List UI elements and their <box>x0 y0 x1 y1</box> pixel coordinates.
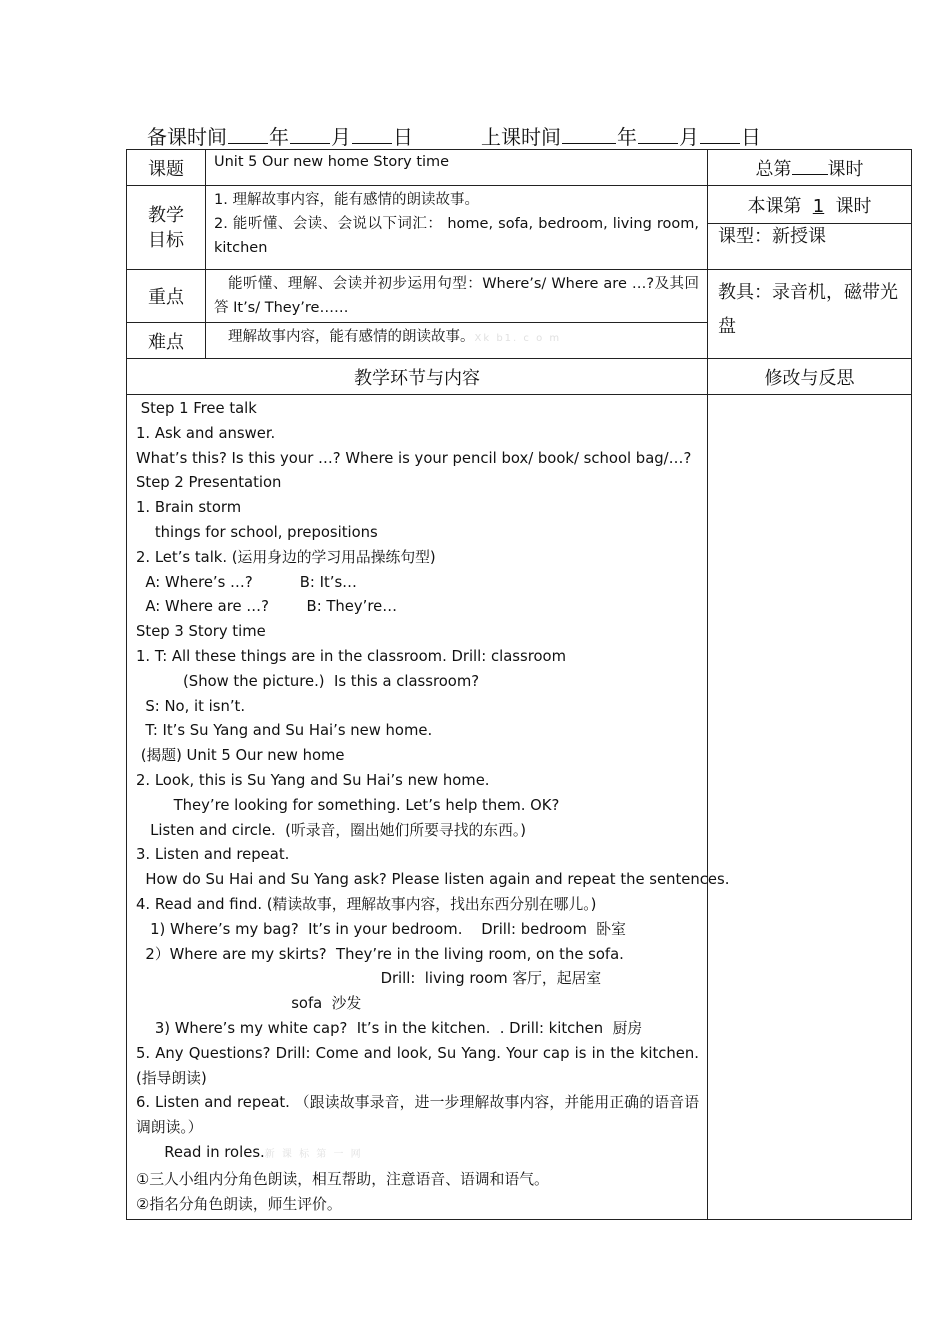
line-read-find: 4. Read and find. (精读故事，理解故事内容，找出东西分别在哪儿。) <box>136 895 597 913</box>
teaching-content <box>127 395 730 1220</box>
goal-line-2: 2. 能听懂、会读、会说以下词汇： home, sofa, bedroom, living room, kitchen <box>214 216 699 256</box>
line-group-read: ①三人小组内分角色朗读，相互帮助，注意语音、语调和语气。 <box>136 1170 549 1188</box>
line-skirts: 2）Where are my skirts? They’re in the living room, on the sofa. <box>136 945 624 963</box>
lesson-plan-table <box>126 149 912 1220</box>
prep-day-blank[interactable] <box>352 125 392 144</box>
revision-notes-cell[interactable] <box>708 395 912 1220</box>
topic-label: 课题 <box>127 150 206 186</box>
prep-day-label: 日 <box>393 125 413 149</box>
goal-label-cell <box>127 186 206 270</box>
lesson-number: 1 <box>812 195 825 217</box>
line-step1: Step 1 Free talk <box>136 400 257 417</box>
line-step2: Step 2 Presentation <box>136 474 282 492</box>
line-named-read: ②指名分角色朗读，师生评价。 <box>136 1195 342 1213</box>
topic-row <box>127 150 912 186</box>
lesson-prefix: 本课第 <box>747 195 802 217</box>
line-look: 2. Look, this is Su Yang and Su Hai’s new home. <box>136 771 490 789</box>
read-roles-text: Read in roles. <box>136 1143 265 1161</box>
line-listen-circle: Listen and circle. (听录音，圈出她们所要寻找的东西。) <box>136 821 527 839</box>
class-year-label: 年 <box>617 125 637 149</box>
section-right-heading: 修改与反思 <box>708 359 912 395</box>
line-lets-talk: 2. Let’s talk. (运用身边的学习用品操练句型) <box>136 548 436 566</box>
lesson-suffix: 课时 <box>835 195 872 217</box>
key-label: 重点 <box>127 270 206 323</box>
schedule-header <box>147 124 847 150</box>
line-living-room: Drill: living room 客厅，起居室 <box>136 970 602 988</box>
prep-year-label: 年 <box>269 125 289 149</box>
prep-time-label: 备课时间 <box>147 125 227 149</box>
key-content: 能听懂、理解、会读并初步运用句型：Where’s/ Where are …?及其回答 It’s/ They’re…… <box>206 270 708 323</box>
prep-year-blank[interactable] <box>228 125 268 144</box>
key-row <box>127 270 912 323</box>
line-step3: Step 3 Story time <box>136 623 266 641</box>
difficulty-label: 难点 <box>127 323 206 359</box>
lesson-type: 课型：新授课 <box>708 224 912 270</box>
goal-content <box>206 186 708 270</box>
total-suffix: 课时 <box>827 158 864 180</box>
line-things: things for school, prepositions <box>136 523 378 541</box>
goal-row-a <box>127 186 912 224</box>
line-any-questions: 5. Any Questions? Drill: Come and look, Su Yang. Your cap is in the kitchen. (指导朗读) <box>136 1044 699 1087</box>
content-row <box>127 395 912 1220</box>
tools-cell: 教具：录音机，磁带光盘 <box>708 270 912 359</box>
difficulty-text: 理解故事内容，能有感情的朗读故事。 <box>228 329 475 345</box>
line-questions: What’s this? Is this your …? Where is your pencil box/ book/ school bag/…? <box>136 449 692 467</box>
watermark-text: Xk b1. c o m <box>474 333 562 344</box>
line-show-picture: (Show the picture.) Is this a classroom? <box>136 672 480 690</box>
line-brainstorm: 1. Brain storm <box>136 499 242 517</box>
goal-label: 教学目标 <box>148 204 184 251</box>
class-time-label: 上课时间 <box>481 125 561 149</box>
class-day-label: 日 <box>741 125 761 149</box>
total-prefix: 总第 <box>755 158 792 180</box>
lesson-num-cell <box>708 186 912 224</box>
line-read-roles <box>136 1141 699 1168</box>
class-year-blank[interactable] <box>562 125 616 144</box>
difficulty-content <box>206 323 708 359</box>
line-sofa: sofa 沙发 <box>136 995 362 1013</box>
line-reveal-title: (揭题) Unit 5 Our new home <box>136 747 345 765</box>
line-listen-repeat: 3. Listen and repeat. <box>136 846 290 864</box>
class-day-blank[interactable] <box>700 125 740 144</box>
total-blank[interactable] <box>792 158 828 175</box>
total-lesson-cell <box>708 150 912 186</box>
line-cap: 3) Where’s my white cap? It’s in the kitchen. . Drill: kitchen 厨房 <box>136 1019 643 1037</box>
topic-value: Unit 5 Our new home Story time <box>206 150 708 186</box>
line-follow-read: 6. Listen and repeat. （跟读故事录音，进一步理解故事内容，并能用正确的语音语调朗读。） <box>136 1094 699 1137</box>
watermark-cn: 新 课 标 第 一 网 <box>264 1148 363 1160</box>
class-month-label: 月 <box>679 125 699 149</box>
line-no: S: No, it isn’t. <box>136 697 246 715</box>
line-new-home: T: It’s Su Yang and Su Hai’s new home. <box>136 722 433 740</box>
goal-line-1: 1. 理解故事内容，能有感情的朗读故事。 <box>214 192 479 208</box>
line-looking: They’re looking for something. Let’s help them. OK? <box>136 796 560 814</box>
line-where-are: A: Where are …? B: They’re… <box>136 598 398 616</box>
line-classroom: 1. T: All these things are in the classroom. Drill: classroom <box>136 647 566 665</box>
class-month-blank[interactable] <box>638 125 678 144</box>
prep-month-label: 月 <box>331 125 351 149</box>
prep-month-blank[interactable] <box>290 125 330 144</box>
line-how-ask: How do Su Hai and Su Yang ask? Please listen again and repeat the sentences. <box>136 871 730 889</box>
line-where-is: A: Where’s …? B: It’s… <box>136 573 357 591</box>
section-header-row <box>127 359 912 395</box>
line-ask-answer: 1. Ask and answer. <box>136 424 276 442</box>
section-left-heading: 教学环节与内容 <box>127 359 708 395</box>
line-bag: 1) Where’s my bag? It’s in your bedroom. Drill: bedroom 卧室 <box>136 920 626 938</box>
